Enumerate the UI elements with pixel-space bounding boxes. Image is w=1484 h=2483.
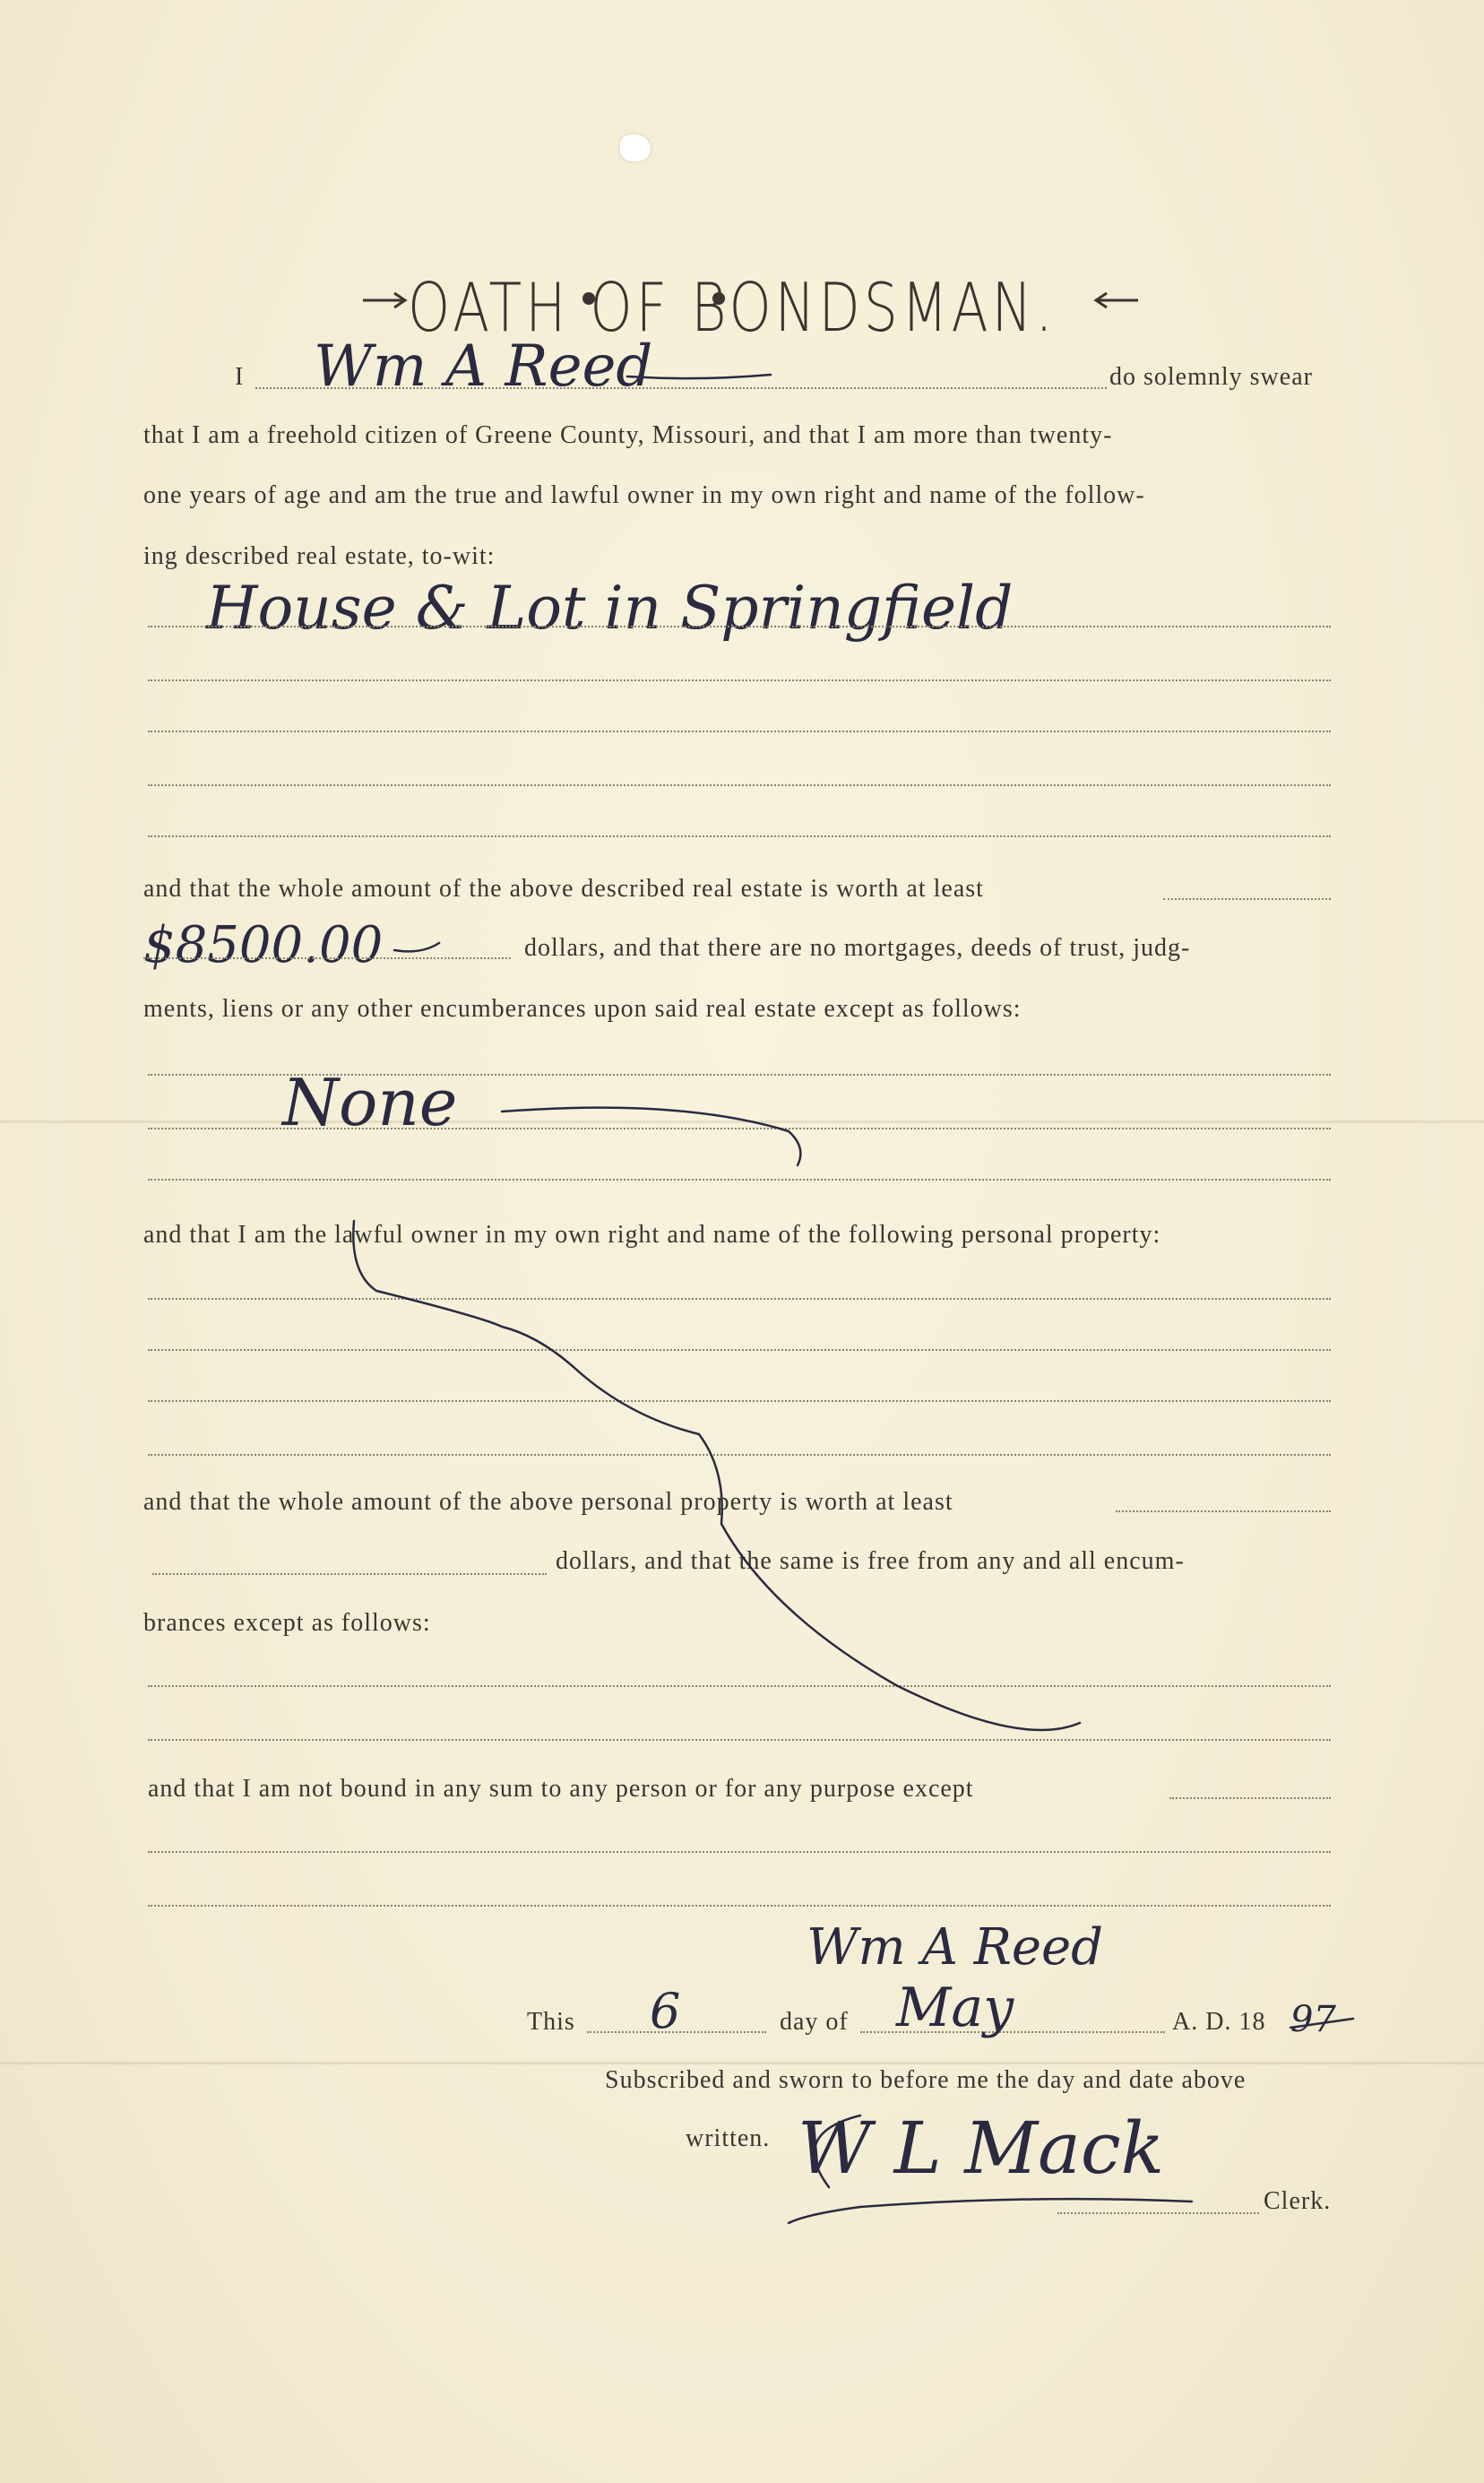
- text-line-1: that I am a freehold citizen of Greene County, Missouri, and that I am more than twenty-: [143, 421, 1113, 449]
- handwritten-month: May: [896, 1977, 1014, 2039]
- text-dollars-personal: dollars, and that the same is free from any and all encum-: [556, 1547, 1185, 1575]
- text-personal: and that I am the lawful owner in my own right and name of the following personal property:: [143, 1221, 1161, 1249]
- label-i: I: [235, 363, 245, 391]
- document-title: OATH OF BONDSMAN.: [408, 269, 1057, 348]
- text-written: written.: [686, 2124, 771, 2152]
- text-not-bound: and that I am not bound in any sum to any person or for any purpose except: [148, 1775, 974, 1803]
- text-worth-real: and that the whole amount of the above described real estate is worth at least: [143, 875, 984, 903]
- text-ments: ments, liens or any other encumberances upon said real estate except as follows:: [143, 995, 1022, 1023]
- text-worth-personal: and that the whole amount of the above personal property is worth at least: [143, 1488, 953, 1516]
- handwritten-real-estate: House & Lot in Springfield: [206, 574, 1014, 643]
- text-subscribed: Subscribed and sworn to before me the day and date above: [605, 2066, 1247, 2094]
- label-swear: do solemnly swear: [1109, 363, 1313, 391]
- label-day-of: day of: [780, 2008, 849, 2036]
- handwritten-year: 97: [1290, 1999, 1336, 2040]
- clerk-signature: W L Mack: [798, 2107, 1165, 2190]
- label-this: This: [527, 2008, 575, 2036]
- text-dollars-real: dollars, and that there are no mortgages, deeds of trust, judg-: [524, 934, 1191, 962]
- text-line-3: ing described real estate, to-wit:: [143, 542, 496, 570]
- text-brances: brances except as follows:: [143, 1609, 431, 1637]
- handwritten-amount: $8500.00: [143, 916, 384, 974]
- label-clerk: Clerk.: [1264, 2187, 1332, 2215]
- text-line-2: one years of age and am the true and lawful owner in my own right and name of the follow-: [143, 481, 1145, 509]
- handwritten-encumbrances: None: [282, 1065, 458, 1140]
- handwritten-name: Wm A Reed: [314, 333, 653, 400]
- bondsman-signature: Wm A Reed: [807, 1918, 1103, 1977]
- handwritten-day: 6: [650, 1983, 681, 2039]
- label-ad: A. D. 18: [1172, 2008, 1266, 2036]
